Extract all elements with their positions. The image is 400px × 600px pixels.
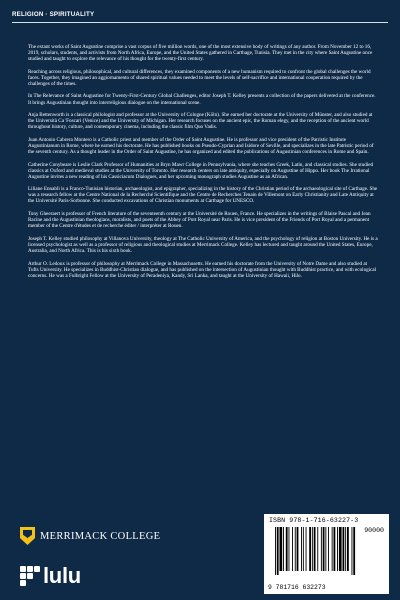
cover-description: [28, 44, 378, 285]
header-divider: [12, 22, 388, 23]
author-bio: Tony Gheeraert is professor of French literature of the seventeenth century at the Université de Rouen, France. He specializes in the writings of Blaise Pascal and Jean Racine and the Augustinian theologians, moralists, and poets of the Abbey of Port Royal near Paris. He is vice president of the Friends of Port Royal and a permanent member of the Centre d'études et de recherche éditer / interpréter at Rouen.: [28, 211, 371, 230]
isbn-text: ISBN 978-1-716-63227-3: [269, 517, 359, 524]
barcode-bars: [273, 527, 383, 579]
publisher-logo: [20, 565, 81, 587]
lulu-grid-icon: [20, 566, 40, 586]
college-name: MERRIMACK COLLEGE: [40, 530, 161, 542]
author-bio: Arthur O. Ledoux is professor of philosophy at Merrimack College in Massachusetts. He earned his doctorate from the University of Notre Dame and also studied at Tufts University. He specializes in Buddhist-Christian dialogue, and has published on the intersection of Augustinian thought with Buddhist practice, and with ecological concerns. He was a Fulbright Fellow at the University of Peradeniya, Kandy, Sri Lanka, and taught at the University of Hawaii, Hilo.: [28, 260, 377, 279]
author-bio: Joseph T. Kelley studied philosophy at Villanova University, theology at The Catholic University of America, and the psychology of religion at Boston University. He is a licensed psychologist as well as a professor of religious and theological studies at Merrimack College. Kelley has lectured and taught around the United States, Europe, Australia, and North Africa. This is his sixth book.: [28, 235, 378, 254]
college-logo: [20, 527, 160, 545]
paragraph: In The Relevance of Saint Augustine for Twenty-First-Century Global Challenges, editor Joseph T. Kelley presents a collection of the papers delivered at the conference. It brings Augustinian thought into interreligious dialogue on the international scene.: [28, 93, 376, 106]
author-bio: Catherine Conybeare is Leslie Clark Professor of Humanities at Bryn Mawr College in Pennsylvania, where she teaches Greek, Latin, and classical studies. She studied classics at Oxford and medieval studies at the University of Toronto. Her research centers on late antiquity, especially on Augustine of Hippo. Her book The Irrational Augustine invites a new reading of his Cassiciacum Dialogues, and her upcoming monograph studies Augustine as an African.: [28, 161, 374, 180]
author-bio: Juan Antonio Cabrera Montero is a Catholic priest and member of the Order of Saint Augustine. He is professor and vice president of the Patristic Institute Augustinianum in Rome, where he earned his doctorate. He has published books on Pseudo-Cyprian and Isidore of Seville, and specializes in the late Patristic period of the seventh century. As a thought leader in the Order of Saint Augustine, he has organized and edited the publications of Augustinian conferences in Rome and Spain.: [28, 136, 374, 155]
paragraph: Reaching across religious, philosophical, and cultural differences, they examined components of a new humanism required to confront the global challenges the world faces. Together, they imagined an aggiornamento of shared spiritual values needed to meet the levels of self-sacrifice and international cooperation required by the challenges of the times.: [28, 68, 371, 87]
author-bio: Anja Bettenworth is a classical philologist and professor at the University of Cologne (Köln). She earned her doctorate at the University of Münster, and also studied at the Università Ca 'Foscari (Venice) and the University of Michigan. Her research focuses on the ancient epic, the Roman elegy, and the reception of the ancient world throughout history, culture, and contemporary cinema, including the classic film Quo Vadis.: [28, 112, 373, 131]
crest-icon: [20, 527, 35, 545]
category-label: RELIGION · SPIRITUALITY: [12, 11, 95, 18]
price-code: 90000: [364, 527, 384, 534]
barcode: [264, 514, 389, 594]
author-bio: Liliane Ennabli is a Franco-Tunisian historian, archaeologist, and epigrapher, specializing in the history of the Christian period of the archaeological site of Carthage. She was a research fellow at the Centre National de la Recherché Scientifique and the Centre de Recherches Tenain de Villemont on Early Christianity and Late Antiquity at the Université Paris-Sorbonne. She conducted excavations of Christian monuments at Carthage for UNESCO.: [28, 186, 378, 205]
barcode-number: 9 781716 632273: [268, 584, 326, 591]
paragraph: The extant works of Saint Augustine comprise a vast corpus of five million words, one of the most extensive body of writings of any author. From November 12 to 16, 2019, scholars, students, and activists from North Africa, Europe, and the United States gathered in Carthage, Tunisia. They met in the city where Saint Augustine once studied and taught to explore the relevance of his thought for the twenty-first century.: [28, 44, 373, 63]
publisher-name: lulu: [43, 563, 81, 588]
